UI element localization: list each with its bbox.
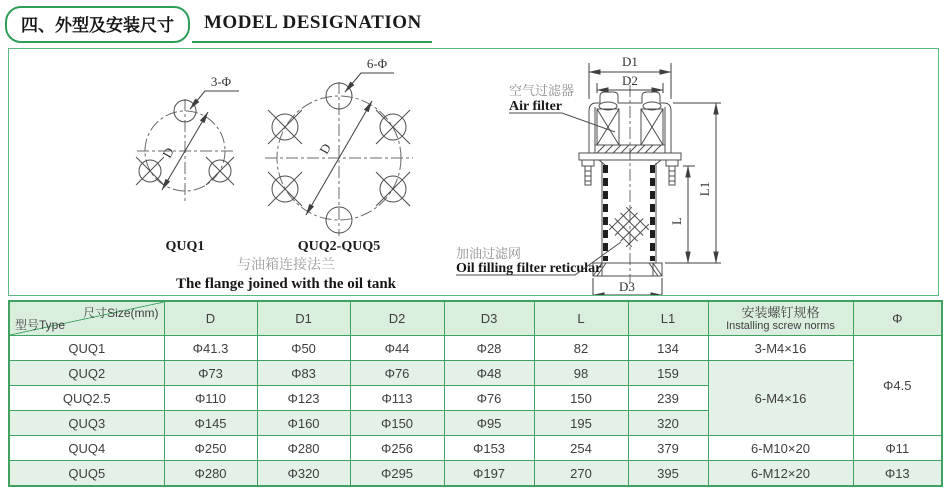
air-filter-drawing	[456, 54, 721, 295]
screw-header-zh: 安装螺钉规格	[741, 304, 820, 320]
drawing-panel	[8, 48, 939, 296]
cell-l1: 159	[628, 361, 708, 386]
col-header-d3: D3	[444, 301, 534, 336]
dimension-table	[8, 300, 943, 487]
col-header-d: D	[164, 301, 257, 336]
cell-l1: 134	[628, 336, 708, 361]
cell-d2: Φ295	[350, 461, 444, 487]
col-header-d2: D2	[350, 301, 444, 336]
technical-drawing	[9, 49, 938, 295]
cell-d1: Φ123	[257, 386, 350, 411]
dim-l1-label: L1	[697, 181, 712, 197]
cell-d1: Φ50	[257, 336, 350, 361]
flange-caption-zh: 与油箱连接法兰	[237, 256, 335, 272]
air-filter-label-en: Air filter	[509, 99, 562, 114]
table-row-quq2	[9, 361, 942, 386]
holes-count-label: 6-Φ	[366, 56, 388, 71]
col-header-l1: L1	[628, 301, 708, 336]
screw-header-en: Installing screw norms	[726, 319, 835, 332]
cell-d1: Φ320	[257, 461, 350, 487]
cell-d3: Φ76	[444, 386, 534, 411]
flange-small-drawing	[136, 74, 239, 254]
dim-d3-label: D3	[619, 279, 635, 294]
cell-l1: 320	[628, 411, 708, 436]
cell-type: QUQ2	[9, 361, 164, 386]
cell-d: Φ145	[164, 411, 257, 436]
cell-screw: 6-M12×20	[708, 461, 853, 487]
cell-l1: 395	[628, 461, 708, 487]
col-header-screw	[708, 301, 853, 336]
cell-l: 150	[534, 386, 628, 411]
cell-d3: Φ95	[444, 411, 534, 436]
section-header	[5, 6, 432, 43]
cell-phi-merged: Φ4.5	[853, 336, 942, 436]
dia-label: D	[316, 140, 334, 157]
dim-d1-label: D1	[622, 54, 638, 69]
oil-filter-label-zh: 加油过滤网	[456, 246, 522, 261]
cell-d2: Φ256	[350, 436, 444, 461]
cell-l: 195	[534, 411, 628, 436]
col-header-phi: Φ	[853, 301, 942, 336]
cell-d: Φ73	[164, 361, 257, 386]
table-row-quq5	[9, 461, 942, 487]
dim-l-label: L	[669, 217, 684, 225]
corner-type-label: 型号Type	[15, 318, 66, 332]
cell-d: Φ41.3	[164, 336, 257, 361]
flange-caption-en: The flange joined with the oil tank	[175, 276, 397, 292]
cell-type: QUQ1	[9, 336, 164, 361]
cell-phi: Φ11	[853, 436, 942, 461]
cell-d1: Φ160	[257, 411, 350, 436]
cell-type: QUQ2.5	[9, 386, 164, 411]
cell-d3: Φ153	[444, 436, 534, 461]
section-title-box	[5, 6, 190, 43]
table-row-quq4	[9, 436, 942, 461]
cell-type: QUQ3	[9, 411, 164, 436]
cell-type: QUQ4	[9, 436, 164, 461]
cell-d2: Φ76	[350, 361, 444, 386]
oil-filter-label-en: Oil filling filter reticular	[456, 261, 602, 276]
cell-screw: 6-M10×20	[708, 436, 853, 461]
dim-d2-label: D2	[622, 73, 638, 88]
cell-l: 98	[534, 361, 628, 386]
cell-d1: Φ83	[257, 361, 350, 386]
flange-large-drawing	[265, 56, 413, 254]
section-title-en: MODEL DESIGNATION	[192, 12, 432, 43]
cell-d2: Φ150	[350, 411, 444, 436]
cell-phi: Φ13	[853, 461, 942, 487]
cell-d3: Φ197	[444, 461, 534, 487]
section-title-zh: 四、外型及安装尺寸	[21, 16, 174, 35]
cell-l1: 239	[628, 386, 708, 411]
table-header-row	[9, 301, 942, 336]
cell-l1: 379	[628, 436, 708, 461]
corner-size-label: 尺寸Size(mm)	[83, 306, 159, 320]
col-header-l: L	[534, 301, 628, 336]
cell-d: Φ280	[164, 461, 257, 487]
cell-d2: Φ44	[350, 336, 444, 361]
cell-d: Φ110	[164, 386, 257, 411]
cell-l: 82	[534, 336, 628, 361]
flange-small-name: QUQ1	[165, 239, 205, 254]
cell-d: Φ250	[164, 436, 257, 461]
cell-l: 270	[534, 461, 628, 487]
cell-d1: Φ280	[257, 436, 350, 461]
air-filter-label-zh: 空气过滤器	[509, 83, 575, 98]
cell-d2: Φ113	[350, 386, 444, 411]
cell-d3: Φ48	[444, 361, 534, 386]
dia-label: D	[159, 144, 177, 161]
cell-l: 254	[534, 436, 628, 461]
cell-screw-merged: 6-M4×16	[708, 361, 853, 436]
cell-type: QUQ5	[9, 461, 164, 487]
flange-large-name: QUQ2-QUQ5	[297, 239, 381, 254]
table-row-quq1	[9, 336, 942, 361]
cell-screw: 3-M4×16	[708, 336, 853, 361]
col-header-d1: D1	[257, 301, 350, 336]
holes-count-label: 3-Φ	[210, 74, 232, 89]
table-corner-cell	[9, 301, 164, 336]
cell-d3: Φ28	[444, 336, 534, 361]
